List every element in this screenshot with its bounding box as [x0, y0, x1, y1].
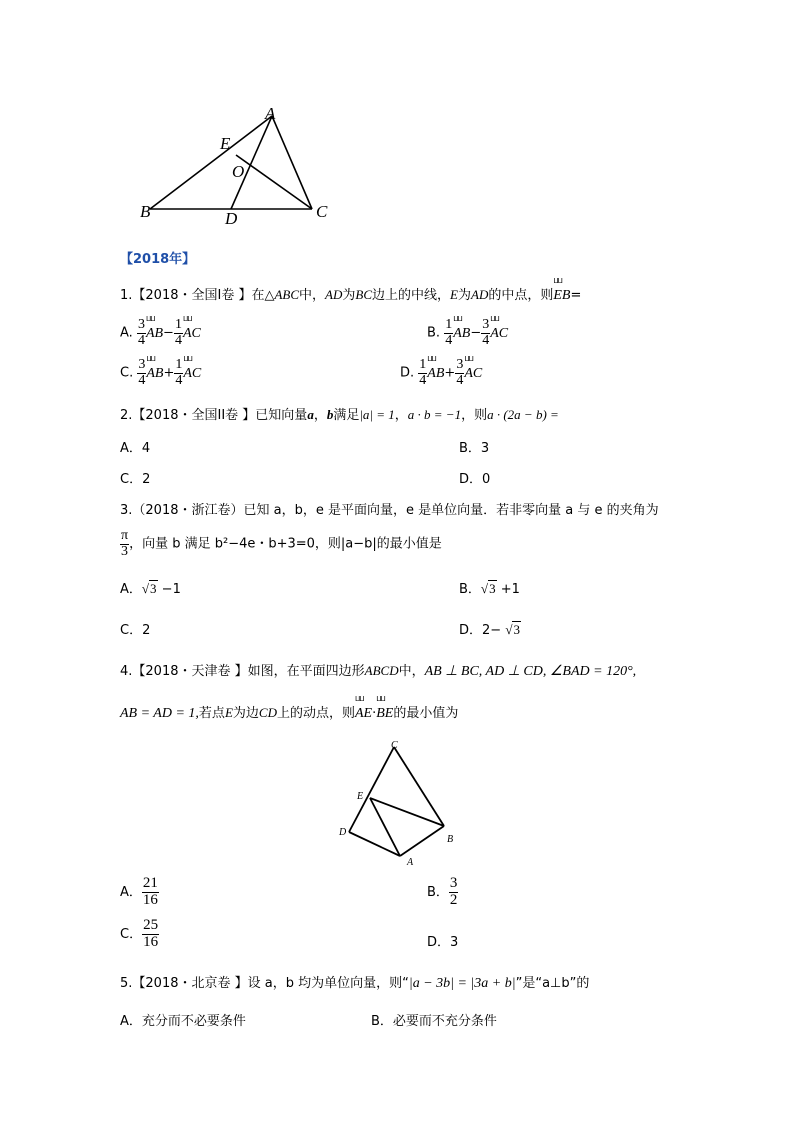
q3-option-b: B．√3 +1 [459, 581, 520, 597]
q1-vector-eb: ⵡⵡ EB [553, 288, 570, 304]
q1-a-frac1: $\frac{3}{4}$ [137, 317, 145, 348]
fig2-label-e: E [357, 791, 364, 802]
q5-expression: |a − 3b| = |3a + b| [408, 976, 516, 991]
question-5: 5.【2018・北京卷 】设 a，b 均为单位向量，则“|a − 3b| = |3a + b|”是“a⊥b”的 [120, 976, 590, 991]
q1-a-frac2: $\frac{1}{4}$ [174, 317, 182, 348]
fig2-label-b: B [447, 834, 454, 845]
q1-c-frac2: $\frac{1}{4}$ [175, 357, 183, 388]
q1-bc: BC [355, 287, 373, 302]
fig1-label-d: D [225, 209, 238, 228]
fig1-label-c: C [316, 202, 328, 221]
q1-ad2: AD [471, 287, 489, 302]
q1-d-frac2: $\frac{3}{4}$ [456, 357, 464, 388]
q5-option-b: B．必要而不充分条件 [371, 1014, 497, 1029]
q1-number: 1. [120, 288, 133, 303]
q1-b-vec1: ⵡⵡ AB [453, 326, 470, 342]
q1-text-a: 在△ [251, 288, 275, 303]
q4-option-d: D．3 [427, 935, 459, 950]
question-4-line-2: AB = AD = 1,若点E为边CD上的动点，则ⵡⵡ AE·ⵡⵡ BE的最小值为 [120, 702, 458, 722]
q2-vec-a: a [307, 407, 314, 422]
fig1-label-b: B [140, 202, 151, 221]
q2-source: 【2018・全国II卷 】 [132, 408, 256, 423]
q3-option-d: D．2− √3 [459, 622, 520, 638]
q4-vector-be: ⵡⵡ BE [376, 706, 393, 722]
question-3-line-2 [120, 529, 442, 559]
segment-ad [349, 832, 400, 856]
q1-equals: = [570, 288, 582, 303]
q4-vector-ae: ⵡⵡ AE [355, 706, 372, 722]
q1-a-vec1: ⵡⵡ AB [146, 326, 163, 342]
fig1-label-e: E [220, 134, 231, 153]
q2-text-a: 已知向量 [255, 408, 308, 423]
q1-option-d-label: D. [400, 365, 415, 381]
q2-cond2: a · b = −1 [407, 407, 462, 422]
q1-b-vec2: ⵡⵡ AC [490, 326, 508, 342]
q1-ad: AD [325, 287, 343, 302]
segment-ba [400, 826, 444, 856]
fig1-label-o: O [232, 162, 245, 181]
q1-b-op: − [470, 325, 482, 341]
q1-text-f: 的中点，则 [488, 288, 554, 303]
figure-quadrilateral-abcd [330, 735, 470, 870]
segment-eb [370, 798, 444, 826]
question-1 [120, 284, 581, 304]
q4-option-a: A． $\frac{21}{16}$ [120, 875, 158, 908]
segment-cb [394, 747, 444, 826]
q2-option-a: A．4 [120, 441, 151, 456]
q1-triangle: ABC [274, 287, 300, 302]
q1-text-d: 边上的中线， [372, 288, 451, 303]
q1-text-b: 中， [299, 288, 326, 303]
q2-option-c: C．2 [120, 472, 151, 487]
q1-option-b-label: B. [427, 325, 441, 341]
q3-line2-text: ，向量 b 满足 b²−4e・b+3=0，则|a−b|的最小值是 [129, 536, 442, 552]
q1-text-c: 为 [342, 288, 356, 303]
q1-e: E [450, 287, 458, 302]
q1-option-b [427, 318, 508, 348]
q1-a-op: − [163, 325, 174, 341]
fig2-label-c: C [391, 740, 398, 751]
q1-option-c-label: C. [120, 365, 134, 381]
year-heading: 【2018年】 [120, 252, 196, 267]
fig1-label-a: A [265, 104, 276, 123]
q5-option-a: A．充分而不必要条件 [120, 1014, 246, 1029]
q2-text-b: 满足 [333, 408, 360, 423]
question-3-line-1: 3.（2018・浙江卷）已知 a，b，e 是平面向量，e 是单位向量．若非零向量 a 与 e 的夹角为 [120, 503, 659, 518]
segment-ba [150, 116, 272, 209]
q1-source: 【2018・全国I卷 】 [132, 288, 252, 303]
q1-text-e: 为 [458, 288, 472, 303]
fig2-label-a: A [407, 857, 414, 868]
q3-pi-over-3: $\frac{\pi}{3}$ [121, 528, 129, 559]
q1-option-d [400, 358, 482, 388]
q1-c-frac1: $\frac{3}{4}$ [138, 357, 146, 388]
question-4-line-1: 4.【2018・天津卷 】如图，在平面四边形ABCD中，AB ⊥ BC, AD ⊥ CD, ∠BAD = 120°, [120, 663, 637, 679]
q3-option-c: C．2 [120, 623, 151, 638]
q4-option-b: B． $\frac{3}{2}$ [427, 875, 458, 908]
q1-option-a-label: A. [120, 325, 133, 341]
q2-option-d: D．0 [459, 472, 491, 487]
q1-b-frac1: $\frac{1}{4}$ [445, 317, 453, 348]
q2-option-b: B．3 [459, 441, 490, 456]
q1-option-c [120, 358, 201, 388]
q1-c-op: + [163, 365, 175, 381]
fig2-label-d: D [339, 827, 347, 838]
q1-a-vec2: ⵡⵡ AC [183, 326, 201, 342]
q1-d-vec1: ⵡⵡ AB [427, 366, 444, 382]
q1-c-vec1: ⵡⵡ AB [146, 366, 163, 382]
q2-vec-b: b [326, 407, 334, 422]
q4-option-c: C． $\frac{25}{16}$ [120, 917, 159, 950]
q3-option-a: A．√3 −1 [120, 581, 181, 597]
q1-option-a [120, 318, 201, 348]
q1-d-vec2: ⵡⵡ AC [464, 366, 482, 382]
q2-cond1: |a| = 1 [359, 407, 395, 422]
question-2: 2.【2018・全国II卷 】已知向量a，b满足|a| = 1，a · b = −1，则a · (2a − b) = [120, 407, 559, 423]
segment-dc [349, 747, 394, 832]
q1-d-op: + [444, 365, 456, 381]
q1-b-frac2: $\frac{3}{4}$ [482, 317, 490, 348]
q2-expression: a · (2a − b) = [487, 407, 559, 422]
q2-text-c: ，则 [461, 408, 488, 423]
q2-number: 2. [120, 408, 133, 423]
q1-d-frac1: $\frac{1}{4}$ [419, 357, 427, 388]
q2-comma: ， [313, 408, 327, 423]
q1-c-vec2: ⵡⵡ AC [183, 366, 201, 382]
q4-source: 【2018・天津卷 】 [132, 664, 248, 679]
